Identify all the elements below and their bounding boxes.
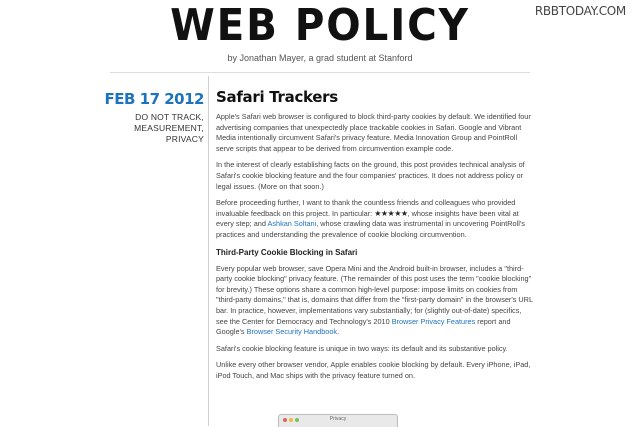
- site-title[interactable]: WEB POLICY: [170, 0, 470, 51]
- browser-security-handbook-link[interactable]: Browser Security Handbook: [246, 327, 338, 337]
- post-categories: [100, 112, 204, 145]
- paragraph-safari-unique: Safari's cookie blocking feature is unique in two ways: its default and its substantive policy.: [216, 343, 508, 353]
- column-divider: [208, 76, 209, 426]
- cookie-blocking-text-end: .: [337, 327, 340, 337]
- window-title: Privacy: [329, 416, 347, 422]
- post-meta-sidebar: [100, 90, 204, 145]
- paragraph-cookie-blocking: [216, 264, 534, 338]
- thanks-text-middle: , whose insights have been vital at every step; and: [216, 208, 519, 229]
- ashkan-soltani-link[interactable]: Ashkan Soltani: [267, 219, 317, 229]
- post-title[interactable]: Safari Trackers: [216, 88, 338, 106]
- thanks-text-end: , whose crawling data was instrumental in uncovering PointRoll's practices and understanding the prevalence of cookie blocking circumvention.: [216, 219, 525, 239]
- watermark: RBBTODAY.COM: [534, 4, 626, 18]
- paragraph-intro: Apple's Safari web browser is configured to block third-party cookies by default. We identified four advertising companies that unexpectedly place trackable cookies in Safari. Google and Vibrant Media intentionally circumvent Safari's privacy feature. Media Innovation Group and PointRoll serve scripts that appear to be derived from circumvention example code.: [216, 112, 531, 153]
- post-content: [216, 88, 534, 387]
- category-link-measurement[interactable]: MEASUREMENT,: [134, 123, 204, 133]
- category-link-privacy[interactable]: PRIVACY: [165, 134, 204, 144]
- cookie-blocking-text-middle: report and Google's: [216, 316, 511, 337]
- redacted-stars: ★★★★★: [374, 208, 408, 218]
- tagline: by Jonathan Mayer, a grad student at Stanford: [227, 53, 413, 63]
- header-rule: [110, 72, 530, 73]
- thanks-text-start: Before proceeding further, I want to thank the countless friends and colleagues who provided invaluable feedback on this project. In particular:: [216, 198, 516, 218]
- paragraph-scope: In the interest of clearly establishing facts on the ground, this post provides technical analysis of Safari's cookie blocking feature and the four companies' practices. It does not address policy or legal issues. (More on that soon.): [216, 160, 525, 191]
- paragraph-thanks: [216, 198, 534, 240]
- cookie-blocking-text-start: Every popular web browser, save Opera Mini and the Android built-in browser, includes a "third-party cookie blocking" privacy feature. (The remainder of this post uses the term "cookie blocking" for brevity.) These options share a common high-level purpose: impose limits on cookies from "third-party domains," that is, domains that differ from the "first-party domain" in the browser's URL bar. In practice, however, implementations vary substantially; for (slightly out-of-date) specifics, see the Center for Democracy and Technology's 2010: [216, 263, 533, 326]
- paragraph-default-enabled: Unlike every other browser vendor, Apple enables cookie blocking by default. Every iPhone, iPad, iPod Touch, and Mac ships with the privacy feature turned on.: [216, 360, 531, 380]
- section-heading-cookie-blocking: Third-Party Cookie Blocking in Safari: [216, 247, 358, 257]
- embedded-preferences-screenshot: [278, 414, 398, 427]
- browser-privacy-features-link[interactable]: Browser Privacy Features: [391, 316, 476, 326]
- post-date[interactable]: FEB 17 2012: [104, 90, 204, 108]
- category-link-do-not-track[interactable]: DO NOT TRACK,: [135, 112, 204, 122]
